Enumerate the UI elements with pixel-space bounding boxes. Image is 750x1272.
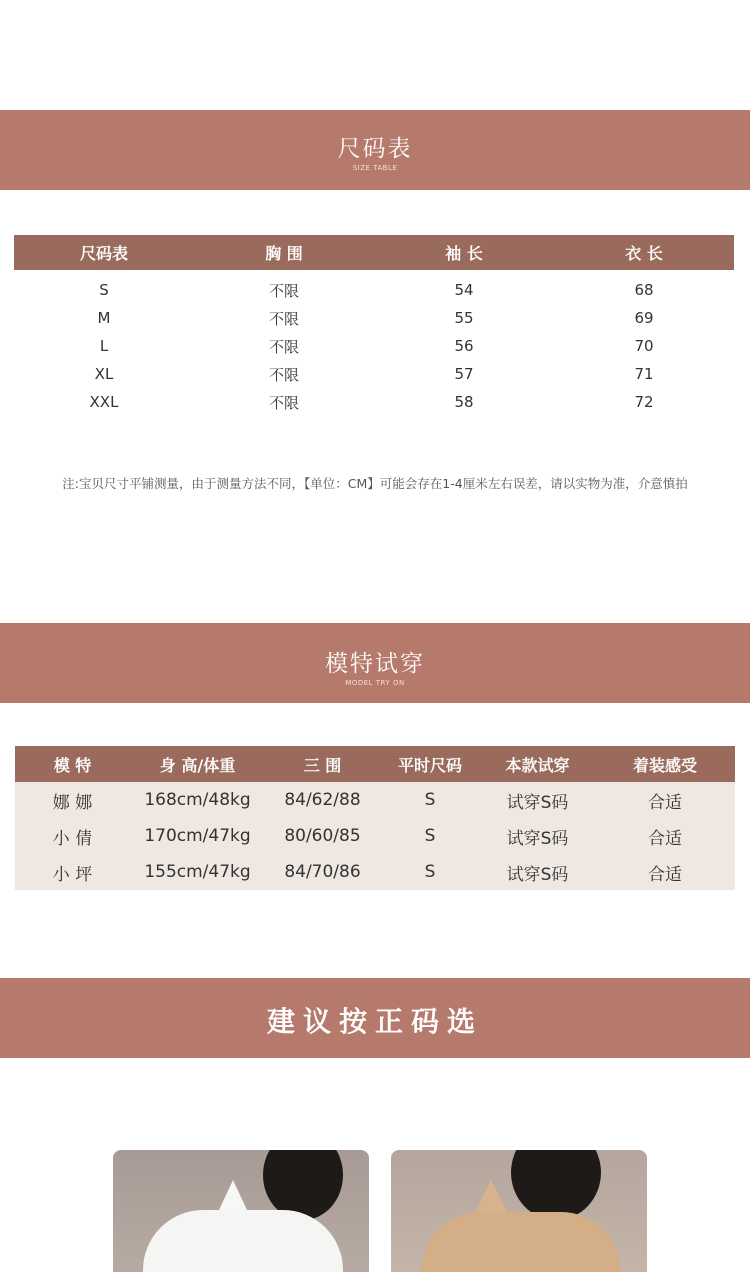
usual-size-cell: S bbox=[424, 826, 436, 846]
model-tryon-banner bbox=[0, 623, 750, 703]
chest-cell: 不限 bbox=[268, 337, 299, 356]
height-weight-cell: 170cm/47kg bbox=[144, 826, 251, 846]
table-row bbox=[15, 818, 735, 854]
product-photo-white-shirt bbox=[113, 1150, 369, 1272]
header-measurements: 三 围 bbox=[303, 755, 342, 775]
model-tryon-title: 模特试穿 bbox=[325, 651, 425, 677]
size-table-banner bbox=[0, 110, 750, 190]
size-cell: S bbox=[99, 281, 109, 299]
size-table-subtitle: SIZE TABLE bbox=[352, 164, 398, 172]
size-suggestion-title: 建议按正码选 bbox=[266, 1005, 483, 1038]
chest-cell: 不限 bbox=[268, 309, 299, 328]
chest-cell: 不限 bbox=[268, 365, 299, 384]
length-cell: 69 bbox=[634, 309, 654, 327]
size-suggestion-banner bbox=[0, 978, 750, 1058]
height-weight-cell: 168cm/48kg bbox=[144, 790, 251, 810]
fit-feeling-cell: 合适 bbox=[648, 792, 682, 813]
measurements-cell: 80/60/85 bbox=[284, 826, 361, 846]
length-cell: 70 bbox=[634, 337, 654, 355]
model-name-cell: 小 坪 bbox=[52, 864, 93, 885]
usual-size-cell: S bbox=[424, 862, 436, 882]
sleeve-cell: 57 bbox=[454, 365, 474, 383]
length-cell: 68 bbox=[634, 281, 654, 299]
size-table bbox=[14, 235, 734, 416]
measurements-cell: 84/70/86 bbox=[284, 862, 361, 882]
model-table bbox=[15, 746, 735, 890]
size-table-header bbox=[14, 235, 734, 270]
header-tried-size: 本款试穿 bbox=[505, 755, 570, 775]
tried-size-cell: 试穿S码 bbox=[506, 828, 569, 849]
fit-feeling-cell: 合适 bbox=[648, 864, 682, 885]
header-height-weight: 身 高/体重 bbox=[159, 755, 236, 775]
model-tryon-subtitle: MODEL TRY ON bbox=[345, 679, 405, 687]
fit-feeling-cell: 合适 bbox=[648, 828, 682, 849]
table-row bbox=[14, 276, 734, 304]
header-sleeve: 袖 长 bbox=[445, 244, 483, 263]
tried-size-cell: 试穿S码 bbox=[506, 792, 569, 813]
table-row bbox=[14, 304, 734, 332]
tried-size-cell: 试穿S码 bbox=[506, 864, 569, 885]
sleeve-cell: 58 bbox=[454, 393, 474, 411]
usual-size-cell: S bbox=[424, 790, 436, 810]
size-cell: M bbox=[97, 309, 111, 327]
header-model: 模 特 bbox=[53, 755, 92, 775]
size-cell: L bbox=[99, 337, 109, 355]
size-cell: XL bbox=[94, 365, 114, 383]
table-row bbox=[14, 360, 734, 388]
length-cell: 71 bbox=[634, 365, 654, 383]
size-table-title: 尺码表 bbox=[337, 136, 413, 162]
model-table-header bbox=[15, 746, 735, 782]
measurement-note: 注:宝贝尺寸平铺测量，由于测量方法不同，【单位：CM】可能会存在1-4厘米左右误差，请以实物为准，介意慎拍 bbox=[62, 476, 688, 491]
table-row bbox=[14, 388, 734, 416]
model-name-cell: 娜 娜 bbox=[52, 792, 93, 813]
header-length: 衣 长 bbox=[625, 244, 663, 263]
sleeve-cell: 54 bbox=[454, 281, 474, 299]
length-cell: 72 bbox=[634, 393, 654, 411]
header-fit-feeling: 着装感受 bbox=[632, 755, 697, 775]
model-name-cell: 小 倩 bbox=[52, 828, 93, 849]
sleeve-cell: 56 bbox=[454, 337, 474, 355]
header-size: 尺码表 bbox=[79, 244, 128, 263]
chest-cell: 不限 bbox=[268, 393, 299, 412]
sleeve-cell: 55 bbox=[454, 309, 474, 327]
product-photo-khaki-shirt bbox=[391, 1150, 647, 1272]
measurements-cell: 84/62/88 bbox=[284, 790, 361, 810]
table-row bbox=[14, 332, 734, 360]
header-chest: 胸 围 bbox=[265, 244, 303, 263]
height-weight-cell: 155cm/47kg bbox=[144, 862, 251, 882]
chest-cell: 不限 bbox=[268, 281, 299, 300]
table-row bbox=[15, 782, 735, 818]
model-table-body bbox=[15, 782, 735, 890]
header-usual-size: 平时尺码 bbox=[397, 755, 462, 775]
table-row bbox=[15, 854, 735, 890]
size-cell: XXL bbox=[89, 393, 119, 411]
